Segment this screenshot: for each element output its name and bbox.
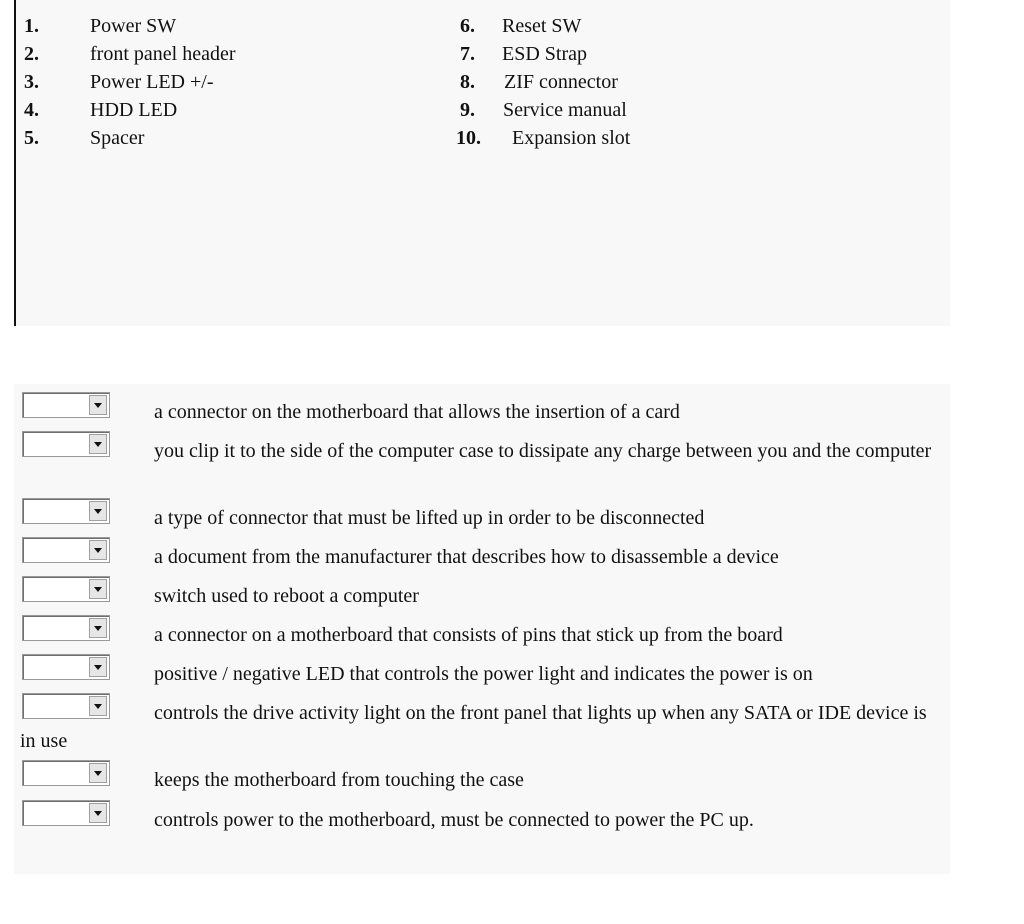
- definition-text: controls the drive activity light on the front panel that lights up when any SATA or IDE device is in use: [20, 702, 927, 752]
- definition-row-1: [20, 392, 940, 426]
- dropdown-button[interactable]: [89, 618, 107, 638]
- definition-row-3: [20, 498, 940, 532]
- definition-row-4: [20, 537, 940, 571]
- term-label: Service manual: [503, 99, 627, 121]
- definition-row-2: [20, 431, 940, 465]
- chevron-down-icon: [94, 771, 102, 776]
- term-number: 4.: [24, 99, 39, 121]
- term-number: 5.: [24, 127, 39, 149]
- definition-text: a type of connector that must be lifted up in order to be disconnected: [154, 507, 705, 529]
- term-number: 3.: [24, 71, 39, 93]
- chevron-down-icon: [94, 665, 102, 670]
- terms-panel: [14, 0, 950, 326]
- term-label: ESD Strap: [502, 43, 587, 65]
- chevron-down-icon: [94, 403, 102, 408]
- term-label: Reset SW: [502, 15, 582, 37]
- definition-text: a connector on the motherboard that allows the insertion of a card: [154, 401, 680, 423]
- definition-row-7: [20, 654, 940, 688]
- answer-select[interactable]: [22, 431, 110, 457]
- definition-text: controls power to the motherboard, must be connected to power the PC up.: [154, 809, 754, 831]
- chevron-down-icon: [94, 442, 102, 447]
- definition-row-8: [20, 693, 940, 755]
- dropdown-button[interactable]: [89, 579, 107, 599]
- term-number: 9.: [460, 99, 475, 121]
- answer-select[interactable]: [22, 693, 110, 719]
- term-label: Power LED +/-: [90, 71, 214, 93]
- dropdown-button[interactable]: [89, 395, 107, 415]
- answer-select[interactable]: [22, 760, 110, 786]
- definition-text: a document from the manufacturer that describes how to disassemble a device: [154, 546, 779, 568]
- matching-panel: [14, 384, 950, 874]
- definition-text: keeps the motherboard from touching the case: [154, 769, 524, 791]
- answer-select[interactable]: [22, 654, 110, 680]
- term-number: 10.: [456, 127, 481, 149]
- definition-text: you clip it to the side of the computer case to dissipate any charge between you and the computer: [154, 440, 932, 462]
- answer-select[interactable]: [22, 576, 110, 602]
- answer-select[interactable]: [22, 392, 110, 418]
- dropdown-button[interactable]: [89, 501, 107, 521]
- term-label: Power SW: [90, 15, 177, 37]
- chevron-down-icon: [94, 811, 102, 816]
- chevron-down-icon: [94, 626, 102, 631]
- dropdown-button[interactable]: [89, 696, 107, 716]
- term-number: 2.: [24, 43, 39, 65]
- chevron-down-icon: [94, 509, 102, 514]
- definition-row-5: [20, 576, 940, 610]
- definition-row-10: [20, 800, 940, 834]
- dropdown-button[interactable]: [89, 803, 107, 823]
- answer-select[interactable]: [22, 615, 110, 641]
- chevron-down-icon: [94, 704, 102, 709]
- dropdown-button[interactable]: [89, 434, 107, 454]
- dropdown-button[interactable]: [89, 657, 107, 677]
- term-label: front panel header: [90, 43, 236, 65]
- term-number: 6.: [460, 15, 475, 37]
- term-label: HDD LED: [90, 99, 178, 121]
- answer-select[interactable]: [22, 800, 110, 826]
- term-number: 1.: [24, 15, 39, 37]
- chevron-down-icon: [94, 587, 102, 592]
- term-number: 8.: [460, 71, 475, 93]
- chevron-down-icon: [94, 548, 102, 553]
- answer-select[interactable]: [22, 537, 110, 563]
- definition-text: positive / negative LED that controls the power light and indicates the power is on: [154, 663, 813, 685]
- term-label: Spacer: [90, 127, 145, 149]
- dropdown-button[interactable]: [89, 540, 107, 560]
- definition-text: a connector on a motherboard that consists of pins that stick up from the board: [154, 624, 783, 646]
- definition-row-6: [20, 615, 940, 649]
- answer-select[interactable]: [22, 498, 110, 524]
- term-label: ZIF connector: [504, 71, 618, 93]
- definition-text: switch used to reboot a computer: [154, 585, 419, 607]
- term-number: 7.: [460, 43, 475, 65]
- dropdown-button[interactable]: [89, 763, 107, 783]
- term-label: Expansion slot: [512, 127, 631, 149]
- definition-row-9: [20, 760, 940, 794]
